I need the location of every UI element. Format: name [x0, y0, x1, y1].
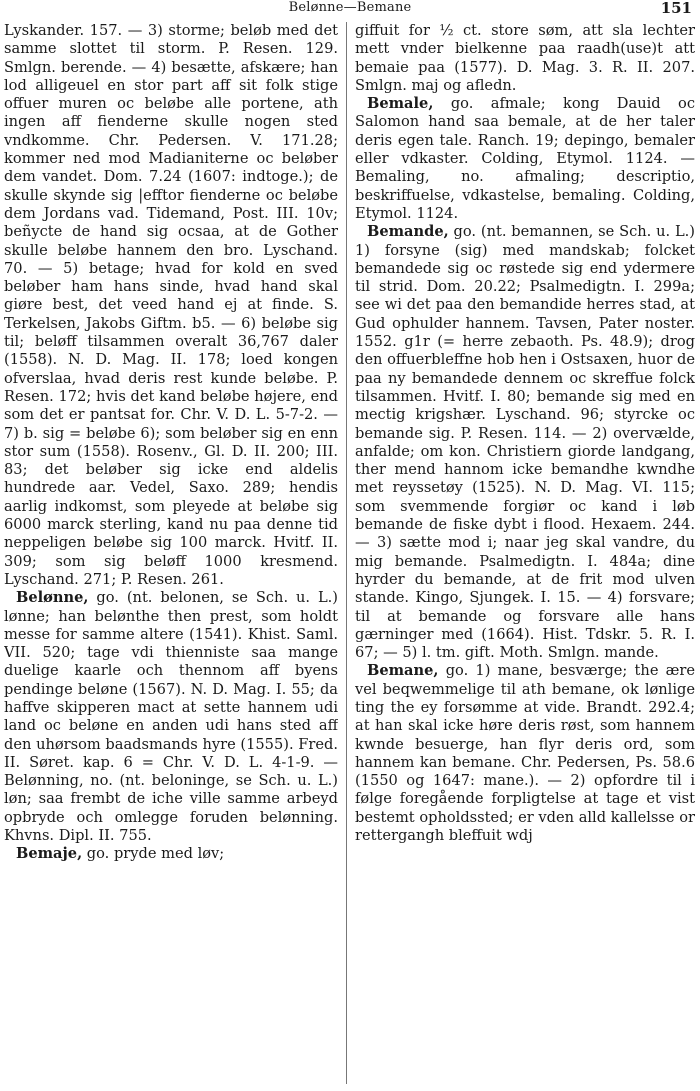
dictionary-entry	[4, 22, 338, 589]
headword: Bemane,	[367, 662, 439, 680]
dictionary-entry	[355, 95, 695, 223]
dictionary-entry	[355, 22, 695, 95]
entry-text: go. afmale; kong Dauid oc Salomon hand saa bemale, at de her taler deris egen tale. Ranch. 19; depingo, bemaler eller vdkaster. Colding, Etymol. 1124. — Bemaling, no. afmaling; descriptio, beskriffuelse, vdkastelse, bemaling. Colding, Etymol. 1124.	[355, 95, 695, 222]
dictionary-entry	[355, 223, 695, 662]
column-divider	[346, 22, 347, 1084]
dictionary-entry	[4, 845, 338, 863]
entry-text: go. (nt. belonen, se Sch. u. L.) lønne; han belønthe then prest, som holdt messe for samme altere (1541). Khist. Saml. VII. 520; tage vdi thienniste saa mange duelige kaarle och thennom aff byens pendinge beløne (1567). N. D. Mag. I. 55; da haffve skipperen mact at sette hannem udi land oc beløne en anden udi hans sted aff den uhørsom baadsmands hyre (1555). Fred. II. Søret. kap. 6 = Chr. V. D. L. 4-1-9. — Belønning, no. (nt. beloninge, se Sch. u. L.) løn; saa frembt de iche ville samme arbeyd opbryde och omlegge foruden belønning. Khvns. Dipl. II. 755.	[4, 589, 338, 845]
entry-text: go. (nt. bemannen, se Sch. u. L.) 1) forsyne (sig) med mandskab; folcket bemandede sig oc røstede sig end ydermere til strid. Dom. 20.22; Psalmedigtn. I. 299a; see wi det paa den bemandide herres stad, at Gud ophulder hannem. Tavsen, Pater noster. 1552. g1r (= herre zebaoth. Ps. 48.9); drog den offuerbleffne hob hen i Ostsaxen, huor de paa ny bemandede dennem oc skreffue folck tilsammen. Hvitf. I. 80; bemande sig med en mectig krigshær. Lyschand. 96; styrcke oc bemande sig. P. Resen. 114. — 2) overvælde, anfalde; om kon. Christiern giorde landgang, ther mend hannom icke bemandhe kwndhe met reyssetøy (1525). N. D. Mag. VI. 115; som svemmende forgiør oc kand i løb bemande de fiske dybt i flood. Hexaem. 244. — 3) sætte mod i; naar jeg skal vandre, du mig bemande. Psalmedigtn. I. 484a; dine hyrder du bemande, at de frit mod ulven stande. Kingo, Sjungek. I. 15. — 4) forsvare; til at bemande og forsvare alle hans gærninger med (1664). Hist. Tdskr. 5. R. I. 67; — 5) l. tm. gift. Moth. Smlgn. mande.	[355, 223, 695, 662]
left-column	[4, 22, 338, 1086]
right-column	[355, 22, 695, 1086]
page-number: 151	[660, 0, 692, 17]
entry-text: Lyskander. 157. — 3) storme; beløb med det samme slottet til storm. P. Resen. 129. Smlgn. berende. — 4) besætte, afskære; han lod alligeuel en stor part aff sit folk stige offuer muren oc beløbe alle portene, ath ingen aff fienderne skulle nogen sted vndkomme. Chr. Pedersen. V. 171.28; kommer ned mod Madianiterne oc beløber dem vandet. Dom. 7.24 (1607: indtoge.); de skulle skynde sig |efftor fienderne oc beløbe dem Jordans vad. Tidemand, Post. III. 10v; beñycte de hand sig ocsaa, at de Gother skulle beløbe hannem den bro. Lyschand. 70. — 5) betage; hvad for kold en sved beløber ham hans sinde, hvad hand skal giøre best, det veed hand ej at finde. S. Terkelsen, Jakobs Giftm. b5. — 6) beløbe sig til; beløff tilsammen overalt 36,767 daler (1558). N. D. Mag. II. 178; loed kongen ofverslaa, hvad deris rest kunde beløbe. P. Resen. 172; hvis det kand beløbe højere, end som det er pantsat for. Chr. V. D. L. 5-7-2. — 7) b. sig = beløbe 6); som beløber sig en enn stor sum (1558). Rosenv., Gl. D. II. 200; III. 83; det beløber sig icke end aldelis hundrede aar. Vedel, Saxo. 289; hendis aarlig indkomst, som pleyede at beløbe sig 6000 marck sterling, kand nu paa denne tid neppeligen beløbe sig 100 marck. Hvitf. II. 309; som sig beløff 1000 kresmend. Lyschand. 271; P. Resen. 261.	[4, 22, 338, 588]
dictionary-entry	[355, 662, 695, 845]
headword: Bemale,	[367, 95, 434, 113]
page-header	[0, 0, 700, 18]
entry-text: go. 1) mane, besværge; the ære vel beqwemmelige til ath bemane, ok lønlige ting the ey forsømme at vide. Brandt. 292.4; at han skal icke høre deris røst, som hannem kwnde besuerge, han flyr deris ord, som hannem kan bemane. Chr. Pedersen, Ps. 58.6 (1550 og 1647: mane.). — 2) opfordre til i følge foregående forpligtelse at tage et vist bestemt opholdssted; er vden alld kallelsse or rettergangh bleffuit wdj	[355, 662, 695, 845]
dictionary-entry	[4, 589, 338, 845]
headword: Bemaje,	[16, 845, 83, 863]
entry-text: giffuit for ½ ct. store søm, att sla lechter mett vnder bielkenne paa raadh(use)t att bemaie paa (1577). D. Mag. 3. R. II. 207. Smlgn. maj og afledn.	[355, 22, 695, 94]
running-head: Belønne—Bemane	[288, 0, 412, 15]
headword: Belønne,	[16, 589, 89, 607]
headword: Bemande,	[367, 223, 449, 241]
entry-text: go. pryde med løv;	[82, 845, 225, 863]
